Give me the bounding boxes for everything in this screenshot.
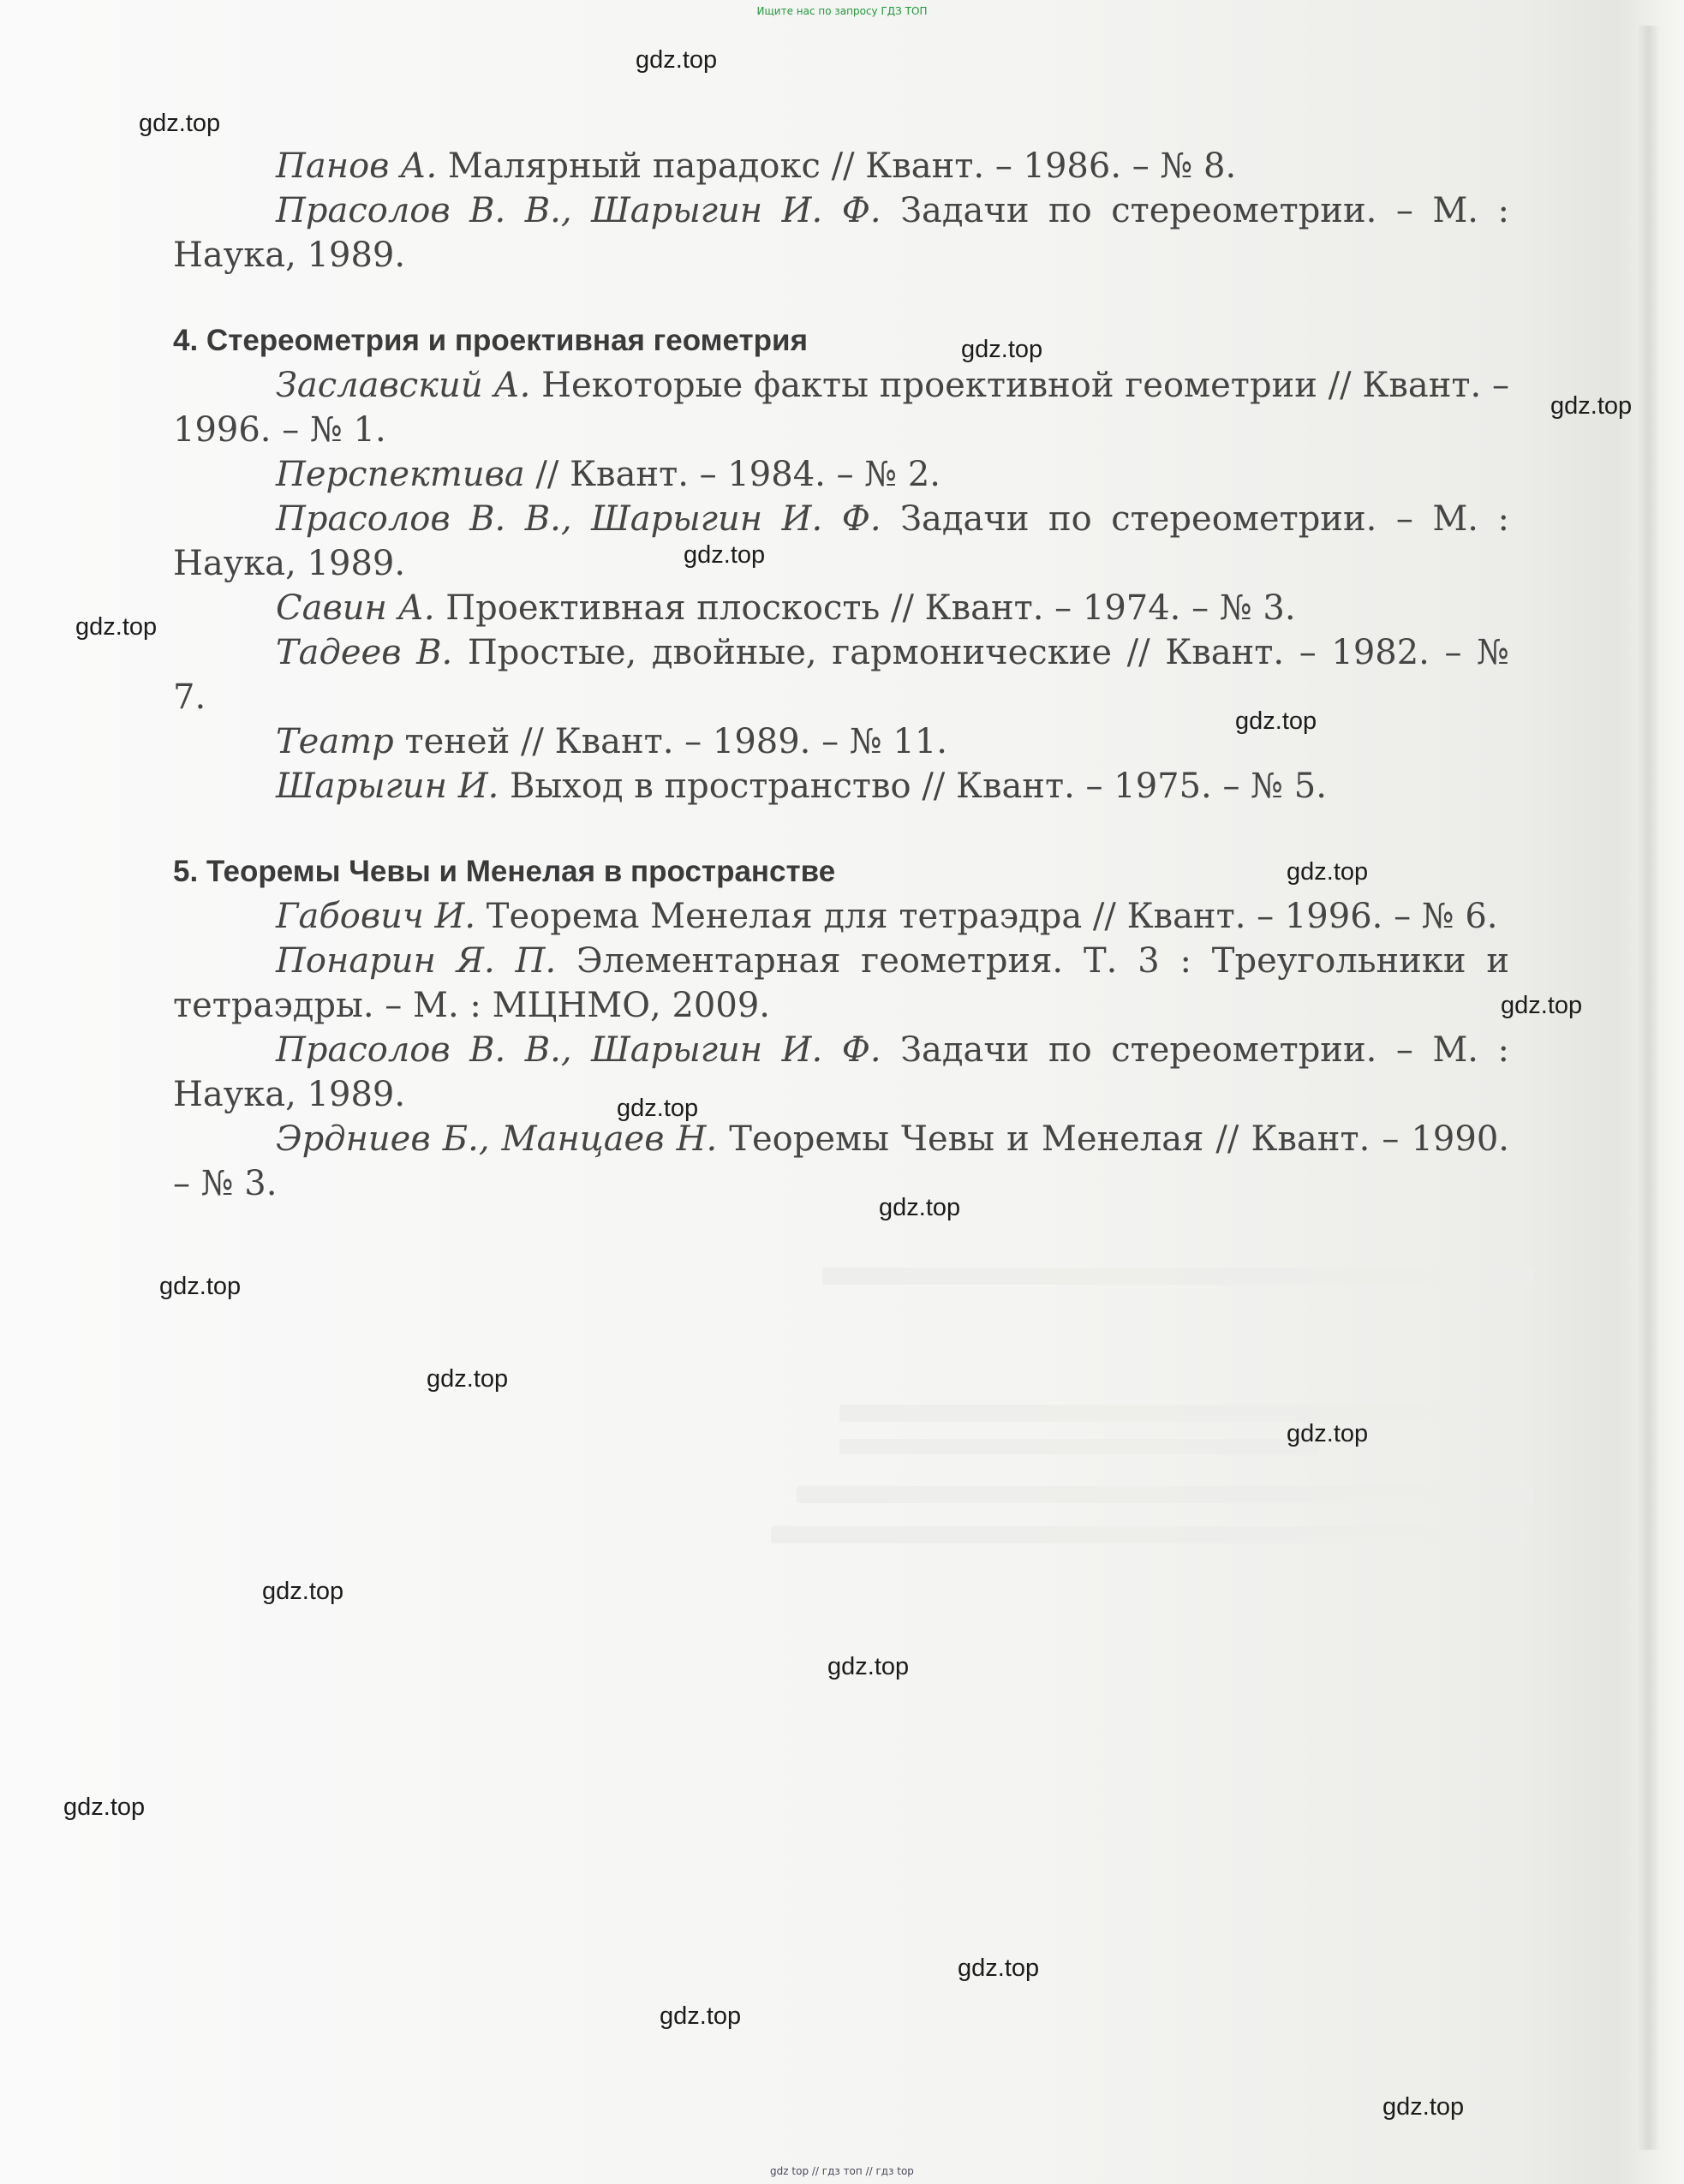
watermark: gdz.top xyxy=(617,1095,699,1122)
watermark: gdz.top xyxy=(660,2002,742,2030)
entry-text: Теоремы Чевы и Менелая // Квант. – 1990. – № 3. xyxy=(173,1119,1509,1203)
watermark: gdz.top xyxy=(1382,2093,1465,2121)
section-heading: 4. Стереометрия и проективная геометрия xyxy=(173,324,808,357)
section-5 xyxy=(173,850,1509,1206)
entry-author: Савин А. xyxy=(276,588,435,628)
bib-entry xyxy=(173,363,1509,452)
bib-entry xyxy=(173,1028,1509,1117)
watermark: gdz.top xyxy=(961,336,1043,363)
bib-entry xyxy=(173,939,1509,1028)
bibliography xyxy=(173,144,1509,1206)
entry-text: Элементарная геометрия. Т. 3 : Треугольники и тетраэдры. – М. : МЦНМО, 2009. xyxy=(173,941,1510,1025)
entry-author: Заславский А. xyxy=(276,366,531,405)
bib-entry xyxy=(173,497,1509,586)
watermark: gdz.top xyxy=(827,1653,910,1680)
entry-text: Простые, двойные, гармонические // Квант. – 1982. – № 7. xyxy=(173,633,1509,717)
entry-author: Прасолов В. В., Шарыгин И. Ф. xyxy=(276,191,881,230)
entry-text: Задачи по стереометрии. – М. : Наука, 1989. xyxy=(173,191,1509,275)
watermark: gdz.top xyxy=(262,1578,344,1605)
bib-entry xyxy=(173,144,1509,188)
bib-entry xyxy=(173,630,1509,719)
watermark: gdz.top xyxy=(159,1273,242,1300)
bib-entry xyxy=(173,452,1509,497)
watermark: gdz.top xyxy=(63,1793,146,1821)
entry-text: Малярный парадокс // Квант. – 1986. – № 8. xyxy=(437,146,1237,186)
entry-author: Тадеев В. xyxy=(276,633,453,672)
show-through xyxy=(797,1486,1533,1503)
watermark: gdz.top xyxy=(879,1194,961,1221)
bib-entry xyxy=(173,1117,1509,1206)
watermark: gdz.top xyxy=(1235,707,1317,735)
entry-text: Проективная плоскость // Квант. – 1974. – № 3. xyxy=(434,588,1296,628)
watermark: gdz.top xyxy=(1501,992,1583,1019)
watermark: gdz.top xyxy=(636,46,718,74)
show-through xyxy=(839,1439,1319,1454)
entry-text: теней // Квант. – 1989. – № 11. xyxy=(393,722,948,761)
entry-author: Габович И. xyxy=(276,897,476,936)
watermark: gdz.top xyxy=(139,110,221,137)
show-through xyxy=(839,1405,1439,1422)
bib-entry xyxy=(173,894,1509,939)
bib-entry xyxy=(173,586,1509,630)
entry-text: Выход в пространство // Квант. – 1975. – № 5. xyxy=(499,767,1327,806)
entry-text: // Квант. – 1984. – № 2. xyxy=(524,455,941,494)
entry-author: Перспектива xyxy=(276,455,525,494)
watermark: gdz.top xyxy=(75,613,158,641)
watermark: gdz.top xyxy=(684,541,766,569)
bib-entry xyxy=(173,764,1509,809)
entry-author: Эрдниев Б., Манцаев Н. xyxy=(276,1119,718,1159)
entry-author: Прасолов В. В., Шарыгин И. Ф. xyxy=(276,1030,881,1070)
watermark: gdz.top xyxy=(427,1365,509,1393)
section-continued xyxy=(173,144,1509,277)
page-edge-shadow xyxy=(1638,26,1660,2150)
watermark: gdz.top xyxy=(1550,392,1633,420)
section-heading: 5. Теоремы Чевы и Менелая в пространстве xyxy=(173,855,836,888)
show-through xyxy=(822,1268,1533,1285)
footer-banner[interactable]: gdz top // гдз топ // гдз top xyxy=(770,2165,914,2177)
show-through xyxy=(771,1526,1525,1543)
entry-text: Теорема Менелая для тетраэдра // Квант. – 1996. – № 6. xyxy=(475,897,1498,936)
entry-author: Панов А. xyxy=(276,146,438,186)
watermark: gdz.top xyxy=(1287,858,1369,886)
entry-text: Задачи по стереометрии. – М. : Наука, 1989. xyxy=(173,499,1509,583)
bib-entry xyxy=(173,188,1509,277)
entry-author: Прасолов В. В., Шарыгин И. Ф. xyxy=(276,499,881,539)
entry-text: Некоторые факты проективной геометрии // Квант. – 1996. – № 1. xyxy=(173,366,1509,450)
watermark: gdz.top xyxy=(958,1954,1040,1982)
entry-author: Театр xyxy=(276,722,394,761)
top-banner[interactable]: Ищите нас по запросу ГДЗ ТОП xyxy=(756,5,928,17)
watermark: gdz.top xyxy=(1287,1420,1369,1447)
entry-author: Шарыгин И. xyxy=(276,767,499,806)
entry-text: Задачи по стереометрии. – М. : Наука, 1989. xyxy=(173,1030,1509,1114)
entry-author: Понарин Я. П. xyxy=(276,941,557,981)
